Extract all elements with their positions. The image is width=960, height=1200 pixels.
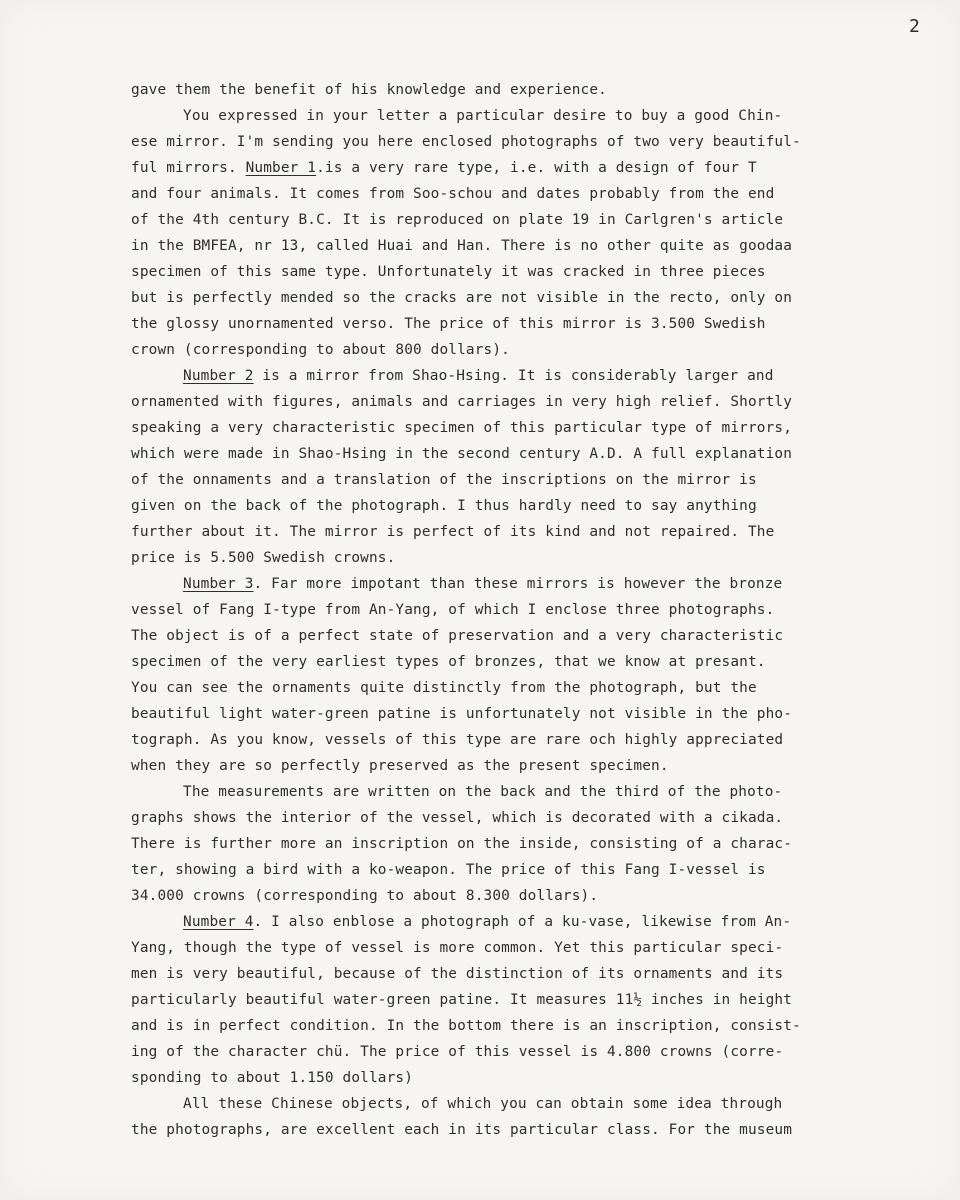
text-segment: sponding to about 1.150 dollars)	[131, 1070, 414, 1086]
text-segment: beautiful light water-green patine is unfortunately not visible in the pho-	[131, 706, 793, 722]
text-line	[131, 129, 801, 155]
text-segment: 34.000 crowns (corresponding to about 8.300 dollars).	[131, 888, 599, 904]
text-line	[131, 233, 792, 259]
text-segment: the photographs, are excellent each in its particular class. For the museum	[131, 1122, 793, 1138]
text-line	[131, 493, 757, 519]
text-segment: and four animals. It comes from Soo-schou and dates probably from the end	[131, 186, 775, 202]
text-segment: specimen of this same type. Unfortunately it was cracked in three pieces	[131, 264, 766, 280]
text-segment: when they are so perfectly preserved as the present specimen.	[131, 758, 669, 774]
text-line	[183, 779, 782, 805]
text-segment: in the BMFEA, nr 13, called Huai and Han. There is no other quite as goodaa	[131, 238, 793, 254]
text-segment: ese mirror. I'm sending you here enclosed photographs of two very beautiful-	[131, 134, 801, 150]
text-line	[131, 1117, 792, 1143]
text-segment: men is very beautiful, because of the distinction of its ornaments and its	[131, 966, 784, 982]
text-segment: the glossy unornamented verso. The price of this mirror is 3.500 Swedish	[131, 316, 766, 332]
text-line	[131, 1039, 783, 1065]
text-segment: is a mirror from Shao-Hsing. It is considerably larger and	[253, 368, 774, 384]
text-segment: crown (corresponding to about 800 dollars).	[131, 342, 510, 358]
text-segment: vessel of Fang I-type from An-Yang, of which I enclose three photographs.	[131, 602, 775, 618]
text-line	[131, 467, 757, 493]
text-segment: tograph. As you know, vessels of this type are rare och highly appreciated	[131, 732, 784, 748]
text-segment: There is further more an inscription on the inside, consisting of a charac-	[131, 836, 793, 852]
text-segment: which were made in Shao-Hsing in the second century A.D. A full explanation	[131, 446, 793, 462]
text-line	[183, 909, 791, 935]
text-segment: .is a very rare type, i.e. with a design of four T	[316, 160, 757, 176]
text-line	[131, 649, 766, 675]
text-segment: further about it. The mirror is perfect of its kind and not repaired. The	[131, 524, 775, 540]
text-line	[183, 571, 782, 597]
text-line	[131, 441, 792, 467]
text-line	[131, 727, 783, 753]
text-segment: and is in perfect condition. In the bottom there is an inscription, consist-	[131, 1018, 801, 1034]
text-line	[131, 935, 783, 961]
text-segment: gave them the benefit of his knowledge and experience.	[131, 82, 607, 98]
text-line	[131, 155, 757, 181]
text-segment: ful mirrors.	[131, 160, 246, 176]
text-segment: speaking a very characteristic specimen of this particular type of mirrors,	[131, 420, 793, 436]
text-line	[131, 1013, 801, 1039]
text-line	[131, 857, 766, 883]
text-line	[131, 389, 792, 415]
text-segment: . I also enblose a photograph of a ku-vase, likewise from An-	[253, 914, 792, 930]
text-line	[131, 415, 792, 441]
text-segment: You can see the ornaments quite distinctly from the photograph, but the	[131, 680, 757, 696]
underlined-heading: Number 1	[245, 160, 317, 176]
text-line	[131, 181, 774, 207]
text-segment: All these Chinese objects, of which you can obtain some idea through	[183, 1096, 783, 1112]
text-segment: ornamented with figures, animals and carriages in very high relief. Shortly	[131, 394, 793, 410]
text-segment: The measurements are written on the back and the third of the photo-	[183, 784, 783, 800]
text-segment: of the onnaments and a translation of the inscriptions on the mirror is	[131, 472, 757, 488]
text-segment: particularly beautiful water-green patine. It measures 11½ inches in height	[131, 992, 793, 1008]
text-line	[131, 77, 607, 103]
text-line	[131, 207, 783, 233]
text-line	[131, 311, 766, 337]
text-segment: price is 5.500 Swedish crowns.	[131, 550, 396, 566]
text-segment: You expressed in your letter a particular desire to buy a good Chin-	[183, 108, 783, 124]
text-line	[131, 753, 669, 779]
text-line	[131, 961, 783, 987]
text-segment: given on the back of the photograph. I thus hardly need to say anything	[131, 498, 757, 514]
text-line	[131, 987, 792, 1013]
text-segment: Yang, though the type of vessel is more common. Yet this particular speci-	[131, 940, 784, 956]
text-segment: but is perfectly mended so the cracks are not visible in the recto, only on	[131, 290, 793, 306]
text-segment: of the 4th century B.C. It is reproduced on plate 19 in Carlgren's article	[131, 212, 784, 228]
text-segment: specimen of the very earliest types of bronzes, that we know at presant.	[131, 654, 766, 670]
page-number: 2	[909, 16, 920, 37]
text-line	[131, 597, 774, 623]
text-line	[131, 545, 395, 571]
text-line	[183, 363, 774, 389]
text-line	[131, 831, 792, 857]
text-line	[131, 701, 792, 727]
text-line	[131, 805, 783, 831]
text-segment: ter, showing a bird with a ko-weapon. The price of this Fang I-vessel is	[131, 862, 766, 878]
text-line	[131, 623, 783, 649]
text-line	[131, 337, 510, 363]
text-segment: . Far more impotant than these mirrors is however the bronze	[253, 576, 783, 592]
text-segment: graphs shows the interior of the vessel, which is decorated with a cikada.	[131, 810, 784, 826]
text-segment: The object is of a perfect state of preservation and a very characteristic	[131, 628, 784, 644]
text-line	[131, 883, 598, 909]
underlined-heading: Number 2	[183, 368, 254, 384]
text-line	[131, 519, 774, 545]
underlined-heading: Number 3	[183, 576, 254, 592]
text-line	[183, 103, 782, 129]
text-segment: ing of the character chü. The price of this vessel is 4.800 crowns (corre-	[131, 1044, 784, 1060]
text-line	[131, 259, 766, 285]
text-line	[131, 675, 757, 701]
text-line	[131, 1065, 413, 1091]
underlined-heading: Number 4	[183, 914, 254, 930]
text-line	[183, 1091, 782, 1117]
text-line	[131, 285, 792, 311]
